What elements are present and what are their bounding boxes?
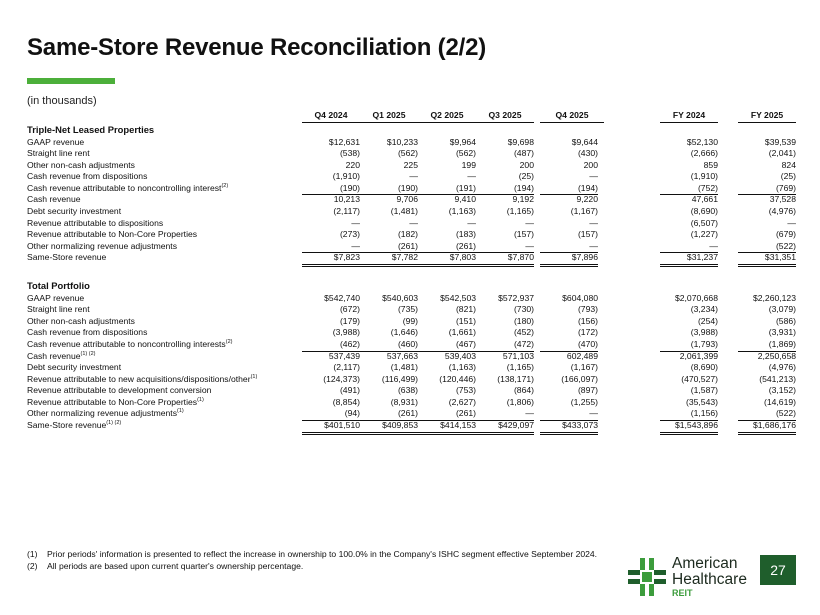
table-cell: 571,103 bbox=[502, 350, 534, 361]
table-cell: — bbox=[540, 408, 598, 421]
section-title-triple-net: Triple-Net Leased Properties bbox=[27, 124, 155, 135]
table-cell: (562) bbox=[397, 148, 418, 159]
table-cell: (183) bbox=[455, 229, 476, 240]
table-cell: (522) bbox=[738, 241, 796, 254]
table-cell: $401,510 bbox=[302, 420, 360, 435]
table-cell: $39,539 bbox=[764, 136, 796, 147]
table-cell: (3,931) bbox=[768, 327, 796, 338]
table-cell: (752) bbox=[660, 183, 718, 196]
units-note: (in thousands) bbox=[27, 95, 97, 107]
table-cell: (460) bbox=[360, 339, 418, 352]
table-cell: (462) bbox=[302, 339, 360, 352]
table-cell: (1,255) bbox=[570, 396, 598, 407]
table-cell: 537,663 bbox=[386, 350, 418, 361]
table-cell: (2,627) bbox=[448, 396, 476, 407]
table-cell: — bbox=[476, 408, 534, 421]
table-cell: (182) bbox=[397, 229, 418, 240]
table-cell: $540,603 bbox=[382, 292, 418, 303]
column-header: Q2 2025 bbox=[418, 110, 476, 123]
table-row bbox=[27, 148, 797, 160]
table-row bbox=[27, 420, 797, 432]
table-cell: (586) bbox=[775, 315, 796, 326]
row-label: Revenue attributable to new acquisitions/dispositions/other$^{(1)}$ bbox=[27, 373, 258, 384]
table-row bbox=[27, 171, 797, 183]
table-cell: 2,250,658 bbox=[757, 350, 796, 361]
plus-cross-logo-icon bbox=[628, 558, 666, 596]
table-cell: (116,499) bbox=[381, 373, 418, 384]
row-label: Other non-cash adjustments bbox=[27, 159, 135, 170]
table-row bbox=[27, 339, 797, 351]
table-cell: $9,644 bbox=[571, 136, 598, 147]
table-cell: (2,117) bbox=[333, 362, 360, 373]
column-header: Q1 2025 bbox=[360, 110, 418, 123]
table-cell: (470) bbox=[540, 339, 598, 352]
table-cell: 602,489 bbox=[566, 350, 598, 361]
table-cell: (8,854) bbox=[332, 396, 360, 407]
row-label: Other non-cash adjustments bbox=[27, 315, 135, 326]
table-cell: (1,227) bbox=[690, 229, 718, 240]
table-cell: — bbox=[351, 217, 360, 228]
table-cell: (261) bbox=[418, 241, 476, 254]
table-cell: (4,976) bbox=[768, 206, 796, 217]
table-cell: (124,373) bbox=[323, 373, 360, 384]
table-cell: $542,503 bbox=[440, 292, 476, 303]
table-row bbox=[27, 327, 797, 339]
row-label: Straight line rent bbox=[27, 304, 90, 315]
table-cell: 200 bbox=[583, 159, 598, 170]
table-cell: $542,740 bbox=[324, 292, 360, 303]
table-cell: — bbox=[540, 241, 598, 254]
table-cell: (8,690) bbox=[690, 362, 718, 373]
table-cell: (1,910) bbox=[332, 171, 360, 182]
footnote-ref: (1) bbox=[250, 373, 258, 380]
table-cell: (190) bbox=[302, 183, 360, 196]
table-cell: (1,910) bbox=[690, 171, 718, 182]
column-header: FY 2024 bbox=[660, 110, 718, 123]
row-label: Revenue attributable to Non-Core Properties$^{(1)}$ bbox=[27, 396, 204, 407]
table-cell: (541,213) bbox=[759, 373, 796, 384]
row-label: Other normalizing revenue adjustments$^{(1)}$ bbox=[27, 408, 184, 419]
row-label: Debt security investment bbox=[27, 206, 122, 217]
row-label: GAAP revenue bbox=[27, 292, 85, 303]
row-label: Straight line rent bbox=[27, 148, 90, 159]
table-cell: $7,870 bbox=[476, 252, 534, 267]
table-cell: (2,041) bbox=[768, 148, 796, 159]
table-cell: 537,439 bbox=[328, 350, 360, 361]
table-cell: $409,853 bbox=[360, 420, 418, 435]
row-label: Cash revenue from dispositions bbox=[27, 171, 148, 182]
table-cell: (1,869) bbox=[738, 339, 796, 352]
table-row bbox=[27, 316, 797, 328]
table-cell: (1,165) bbox=[506, 362, 534, 373]
column-header: FY 2025 bbox=[738, 110, 796, 123]
table-cell: 200 bbox=[519, 159, 534, 170]
table-cell: 9,220 bbox=[576, 194, 598, 205]
table-cell: 225 bbox=[403, 159, 418, 170]
table-cell: (793) bbox=[577, 304, 598, 315]
table-cell: $12,631 bbox=[328, 136, 360, 147]
table-cell: (1,793) bbox=[660, 339, 718, 352]
table-cell: $31,351 bbox=[738, 252, 796, 267]
section-title-total-portfolio: Total Portfolio bbox=[27, 280, 90, 292]
table-cell: (1,156) bbox=[660, 408, 718, 421]
row-label: Same-Store revenue$^{(1) (2)}$ bbox=[27, 420, 122, 431]
table-row bbox=[27, 293, 797, 305]
table-row bbox=[27, 206, 797, 218]
financial-table bbox=[27, 110, 797, 432]
footnote-ref: (1) (2) bbox=[80, 350, 96, 357]
section-total-portfolio bbox=[27, 293, 797, 432]
table-row bbox=[27, 137, 797, 149]
table-cell: 10,213 bbox=[333, 194, 360, 205]
row-label: Revenue attributable to dispositions bbox=[27, 217, 164, 228]
table-cell: (3,079) bbox=[768, 304, 796, 315]
table-cell: (730) bbox=[513, 304, 534, 315]
table-cell: (172) bbox=[577, 327, 598, 338]
table-cell: (156) bbox=[577, 315, 598, 326]
table-row bbox=[27, 218, 797, 230]
table-cell: (99) bbox=[402, 315, 418, 326]
table-cell: (472) bbox=[476, 339, 534, 352]
table-cell: 9,192 bbox=[512, 194, 534, 205]
table-cell: $604,080 bbox=[562, 292, 598, 303]
footnote: (1) Prior periods' information is presented to reflect the increase in ownership to 100.0% in the Company's ISHC segment effective September 2024. bbox=[27, 549, 598, 559]
page-title: Same-Store Revenue Reconciliation (2/2) bbox=[27, 34, 487, 61]
table-cell: 824 bbox=[781, 159, 796, 170]
table-cell: (6,507) bbox=[690, 217, 718, 228]
table-cell: 37,528 bbox=[769, 194, 796, 205]
table-cell: — bbox=[660, 241, 718, 254]
row-label: Cash revenue attributable to noncontrolling interests$^{(2)}$ bbox=[27, 338, 233, 349]
table-cell: (120,446) bbox=[439, 373, 476, 384]
table-cell: (467) bbox=[418, 339, 476, 352]
row-label: Same-Store revenue bbox=[27, 252, 107, 263]
table-cell: (769) bbox=[738, 183, 796, 196]
table-cell: 47,661 bbox=[691, 194, 718, 205]
table-cell: (261) bbox=[360, 408, 418, 421]
table-cell: — bbox=[467, 171, 476, 182]
logo-wordmark: American Healthcare REIT bbox=[672, 555, 747, 598]
table-cell: $7,803 bbox=[418, 252, 476, 267]
footnote-ref: (1) bbox=[177, 408, 184, 415]
table-cell: — bbox=[409, 217, 418, 228]
table-cell: (430) bbox=[577, 148, 598, 159]
table-row bbox=[27, 229, 797, 241]
table-cell: (3,152) bbox=[768, 385, 796, 396]
table-cell: — bbox=[409, 171, 418, 182]
table-cell: (179) bbox=[339, 315, 360, 326]
table-cell: (261) bbox=[360, 241, 418, 254]
table-cell: (1,661) bbox=[448, 327, 476, 338]
table-cell: $2,260,123 bbox=[752, 292, 796, 303]
footnote-ref: (2) bbox=[225, 339, 233, 346]
table-cell: (538) bbox=[339, 148, 360, 159]
title-accent-bar bbox=[27, 78, 115, 84]
row-label: Cash revenue bbox=[27, 194, 81, 205]
column-header: Q4 2025 bbox=[540, 110, 604, 123]
row-label: Cash revenue from dispositions bbox=[27, 327, 148, 338]
table-cell: (491) bbox=[339, 385, 360, 396]
table-cell: $414,153 bbox=[418, 420, 476, 435]
table-row bbox=[27, 397, 797, 409]
table-cell: (157) bbox=[513, 229, 534, 240]
table-cell: — bbox=[787, 217, 796, 228]
section-triple-net bbox=[27, 137, 797, 265]
table-cell: (8,931) bbox=[390, 396, 418, 407]
table-cell: (180) bbox=[513, 315, 534, 326]
table-cell: (25) bbox=[518, 171, 534, 182]
table-cell: (1,481) bbox=[390, 206, 418, 217]
table-cell: (94) bbox=[302, 408, 360, 421]
table-cell: (679) bbox=[775, 229, 796, 240]
table-row bbox=[27, 362, 797, 374]
table-cell: (35,543) bbox=[685, 396, 718, 407]
table-cell: 199 bbox=[461, 159, 476, 170]
table-cell: $1,686,176 bbox=[738, 420, 796, 435]
table-cell: $2,070,668 bbox=[674, 292, 718, 303]
table-row bbox=[27, 194, 797, 206]
table-row bbox=[27, 385, 797, 397]
column-header-row bbox=[27, 110, 797, 124]
table-cell: 859 bbox=[703, 159, 718, 170]
table-cell: $1,543,896 bbox=[660, 420, 718, 435]
table-cell: (14,619) bbox=[763, 396, 796, 407]
table-cell: (25) bbox=[780, 171, 796, 182]
table-cell: $7,782 bbox=[360, 252, 418, 267]
table-cell: (1,163) bbox=[448, 362, 476, 373]
footnote-ref: (2) bbox=[221, 183, 229, 190]
table-cell: (3,988) bbox=[332, 327, 360, 338]
table-cell: (735) bbox=[397, 304, 418, 315]
row-label: GAAP revenue bbox=[27, 136, 85, 147]
footnote-ref: (1) (2) bbox=[106, 420, 122, 427]
page-number: 27 bbox=[760, 555, 796, 585]
table-cell: 539,403 bbox=[444, 350, 476, 361]
table-cell: (261) bbox=[418, 408, 476, 421]
table-cell: (1,646) bbox=[390, 327, 418, 338]
row-label: Revenue attributable to Non-Core Properties bbox=[27, 229, 198, 240]
footnote-ref: (1) bbox=[197, 397, 204, 404]
row-label: Other normalizing revenue adjustments bbox=[27, 240, 177, 251]
company-logo bbox=[628, 556, 753, 600]
table-row bbox=[27, 160, 797, 172]
table-cell: (151) bbox=[455, 315, 476, 326]
table-row bbox=[27, 241, 797, 253]
row-label: Revenue attributable to development conversion bbox=[27, 385, 212, 396]
table-cell: (672) bbox=[339, 304, 360, 315]
table-cell: — bbox=[589, 171, 598, 182]
table-cell: (4,976) bbox=[768, 362, 796, 373]
column-header: Q4 2024 bbox=[302, 110, 360, 123]
table-cell: (8,690) bbox=[690, 206, 718, 217]
table-cell: $433,073 bbox=[540, 420, 598, 435]
column-header: Q3 2025 bbox=[476, 110, 534, 123]
row-label: Cash revenue$^{(1) (2)}$ bbox=[27, 350, 96, 361]
table-cell: $7,896 bbox=[540, 252, 598, 267]
table-cell: (638) bbox=[397, 385, 418, 396]
footnote: (2) All periods are based upon current quarter's ownership percentage. bbox=[27, 561, 304, 571]
table-cell: — bbox=[302, 241, 360, 254]
table-cell: (2,666) bbox=[690, 148, 718, 159]
table-cell: (1,163) bbox=[448, 206, 476, 217]
table-cell: (1,806) bbox=[506, 396, 534, 407]
table-row bbox=[27, 304, 797, 316]
table-cell: (1,167) bbox=[570, 362, 598, 373]
row-label: Debt security investment bbox=[27, 362, 122, 373]
table-cell: — bbox=[476, 241, 534, 254]
table-cell: 2,061,399 bbox=[679, 350, 718, 361]
table-row bbox=[27, 374, 797, 386]
table-cell: (2,117) bbox=[333, 206, 360, 217]
table-cell: (864) bbox=[513, 385, 534, 396]
table-cell: $572,937 bbox=[498, 292, 534, 303]
table-cell: (470,527) bbox=[681, 373, 718, 384]
table-cell: (3,234) bbox=[690, 304, 718, 315]
table-cell: (194) bbox=[476, 183, 534, 196]
table-cell: (1,481) bbox=[390, 362, 418, 373]
table-cell: (487) bbox=[513, 148, 534, 159]
table-cell: (273) bbox=[339, 229, 360, 240]
table-cell: $52,130 bbox=[686, 136, 718, 147]
table-row bbox=[27, 408, 797, 420]
table-cell: (191) bbox=[418, 183, 476, 196]
row-label: Cash revenue attributable to noncontrolling interest$^{(2)}$ bbox=[27, 182, 229, 193]
table-cell: (897) bbox=[577, 385, 598, 396]
table-cell: (166,097) bbox=[561, 373, 598, 384]
table-cell: — bbox=[525, 217, 534, 228]
table-cell: (821) bbox=[455, 304, 476, 315]
table-cell: (190) bbox=[360, 183, 418, 196]
table-cell: $429,097 bbox=[476, 420, 534, 435]
table-row bbox=[27, 351, 797, 363]
table-cell: (522) bbox=[738, 408, 796, 421]
table-cell: — bbox=[589, 217, 598, 228]
table-cell: — bbox=[467, 217, 476, 228]
table-row bbox=[27, 183, 797, 195]
table-cell: $7,823 bbox=[302, 252, 360, 267]
table-cell: $10,233 bbox=[386, 136, 418, 147]
table-cell: (1,165) bbox=[506, 206, 534, 217]
table-cell: (562) bbox=[455, 148, 476, 159]
table-cell: $9,964 bbox=[449, 136, 476, 147]
table-cell: (1,587) bbox=[690, 385, 718, 396]
table-cell: (254) bbox=[697, 315, 718, 326]
table-cell: (138,171) bbox=[497, 373, 534, 384]
table-cell: 9,410 bbox=[454, 194, 476, 205]
table-cell: 220 bbox=[345, 159, 360, 170]
table-cell: (194) bbox=[540, 183, 598, 196]
table-cell: 9,706 bbox=[396, 194, 418, 205]
table-cell: (3,988) bbox=[690, 327, 718, 338]
table-cell: (1,167) bbox=[570, 206, 598, 217]
table-cell: (452) bbox=[513, 327, 534, 338]
table-row bbox=[27, 252, 797, 264]
table-cell: (753) bbox=[455, 385, 476, 396]
table-cell: $9,698 bbox=[507, 136, 534, 147]
footnotes bbox=[27, 548, 597, 572]
table-cell: $31,237 bbox=[660, 252, 718, 267]
table-cell: (157) bbox=[577, 229, 598, 240]
